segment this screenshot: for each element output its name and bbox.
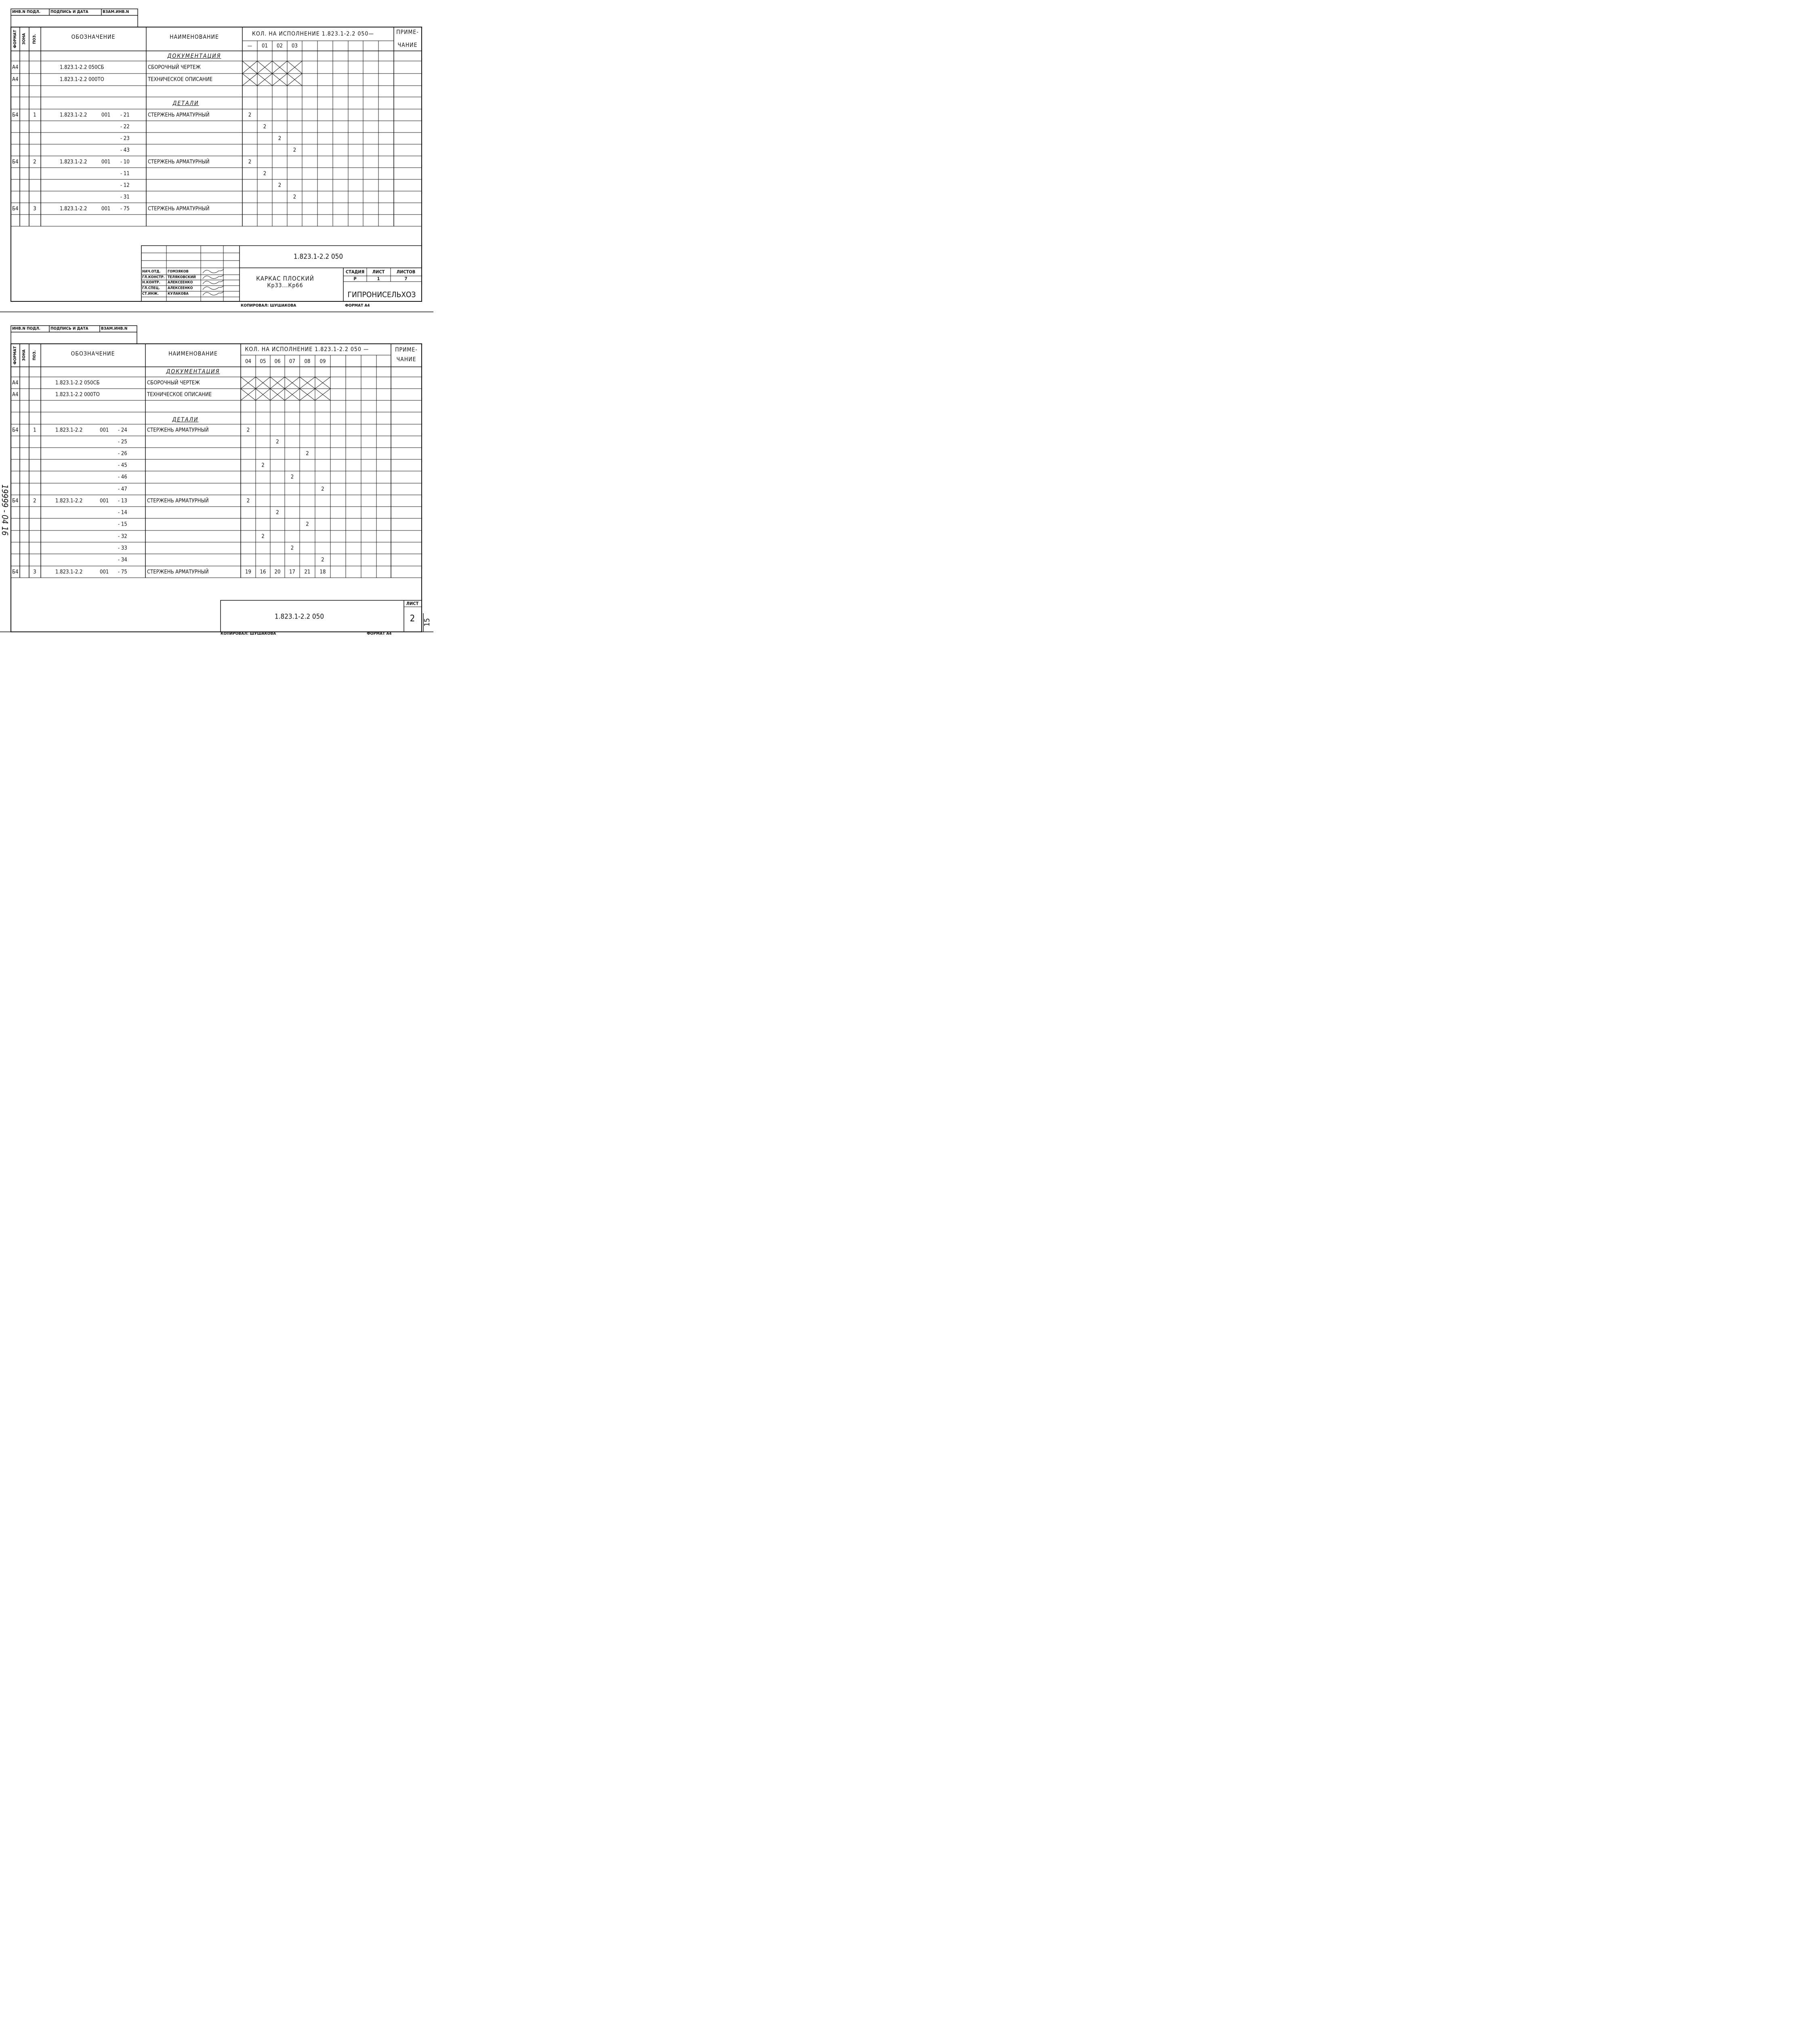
variant-header: 04 — [245, 358, 251, 365]
name-header: НАИМЕНОВАНИЕ — [168, 351, 218, 357]
signature-scribble — [203, 275, 224, 279]
note-header: ЧАНИЕ — [397, 42, 418, 48]
person-name: АЛЕКСЕЕНКО — [168, 280, 193, 285]
archive-number: 19999 - 04 16 — [0, 484, 10, 536]
part-position: 2 — [33, 159, 36, 165]
part-suffix: - 26 — [118, 450, 127, 457]
person-name: АЛЕКСЕЕНКО — [168, 286, 193, 290]
section-documentation: ДОКУМЕНТАЦИЯ — [167, 53, 221, 59]
doc-format: А4 — [12, 391, 19, 398]
role-label: ГЛ.КОНСТР. — [142, 275, 165, 280]
part-quantity: 2 — [263, 124, 267, 130]
variant-header: 07 — [289, 358, 295, 365]
role-label: СТ.ИНЖ. — [142, 292, 159, 296]
part-format: Б4 — [12, 112, 19, 118]
copied-by: КОПИРОВАЛ: ШУШАКОВА — [241, 303, 296, 308]
doc-name: ТЕХНИЧЕСКОЕ ОПИСАНИЕ — [147, 391, 212, 398]
stamp-inv-label: ИНВ.N ПОДЛ. — [12, 10, 41, 14]
part-suffix: - 22 — [120, 124, 130, 130]
part-quantity: 2 — [321, 557, 324, 563]
doc-name: СБОРОЧНЫЙ ЧЕРТЕЖ — [147, 380, 200, 386]
sheet-value: 1 — [377, 276, 380, 282]
part-quantity: 2 — [248, 112, 252, 118]
part-quantity: 20 — [274, 569, 281, 575]
part-suffix: - 46 — [118, 474, 127, 480]
stamp-replace-label: ВЗАМ.ИНВ.N — [103, 10, 129, 14]
variant-header: 09 — [319, 358, 326, 365]
section-parts: ДЕТАЛИ — [172, 417, 199, 423]
part-quantity: 2 — [321, 486, 324, 492]
part-doc-number: 001 — [101, 206, 111, 212]
signature-scribble — [203, 269, 224, 273]
part-suffix: - 33 — [118, 545, 127, 551]
part-quantity: 2 — [278, 182, 282, 188]
part-suffix: - 34 — [118, 557, 127, 563]
part-suffix: - 75 — [120, 206, 130, 212]
part-suffix: - 12 — [120, 182, 130, 188]
note-header: ЧАНИЕ — [396, 356, 416, 363]
part-quantity: 2 — [261, 462, 265, 468]
doc-format: А4 — [12, 76, 19, 83]
part-format: Б4 — [12, 569, 19, 575]
part-doc-number: 001 — [100, 569, 109, 575]
part-quantity: 21 — [304, 569, 311, 575]
stamp-inv-label: ИНВ.N ПОДЛ. — [12, 326, 41, 331]
sheets-value: 7 — [404, 276, 408, 282]
stage-label: СТАДИЯ — [345, 269, 365, 275]
part-suffix: - 75 — [118, 569, 127, 575]
position-header: ПОЗ. — [32, 350, 37, 360]
variant-header: 01 — [262, 43, 268, 49]
position-header: ПОЗ. — [32, 34, 37, 44]
part-name: СТЕРЖЕНЬ АРМАТУРНЫЙ — [147, 498, 209, 504]
part-suffix: - 45 — [118, 462, 127, 468]
signature-scribble — [203, 286, 224, 290]
part-format: Б4 — [12, 427, 19, 433]
organization: ГИПРОНИСЕЛЬХОЗ — [347, 290, 416, 299]
part-format: Б4 — [12, 498, 19, 504]
part-doc-number: 001 — [101, 159, 111, 165]
doc-designation: 1.823.1-2.2 000ТО — [60, 76, 104, 83]
part-position: 1 — [33, 427, 36, 433]
sheet2-frame — [11, 344, 422, 632]
part-doc-number: 001 — [101, 112, 111, 118]
part-suffix: - 21 — [120, 112, 130, 118]
part-suffix: - 23 — [120, 135, 130, 141]
part-quantity: 18 — [319, 569, 326, 575]
doc-designation: 1.823.1-2.2 000ТО — [55, 391, 100, 398]
doc-designation: 1.823.1-2.2 050СБ — [60, 64, 104, 70]
product-range: Кр33...Кр66 — [267, 282, 303, 289]
doc-designation: 1.823.1-2.2 050СБ — [55, 380, 100, 386]
part-name: СТЕРЖЕНЬ АРМАТУРНЫЙ — [148, 206, 210, 212]
part-position: 1 — [33, 112, 36, 118]
part-suffix: - 24 — [118, 427, 127, 433]
note-header: ПРИМЕ- — [396, 29, 419, 36]
part-quantity: 2 — [246, 498, 250, 504]
side-page-number: 15 — [423, 618, 431, 627]
part-designation: 1.823.1-2.2 — [60, 159, 87, 165]
sheet-label: ЛИСТ — [372, 269, 385, 275]
qty-header: КОЛ. НА ИСПОЛНЕНИЕ 1.823.1-2.2 050 — — [245, 346, 369, 353]
part-quantity: 2 — [290, 474, 294, 480]
part-suffix: - 32 — [118, 533, 127, 539]
part-doc-number: 001 — [100, 427, 109, 433]
part-designation: 1.823.1-2.2 — [55, 569, 83, 575]
designation-header: ОБОЗНАЧЕНИЕ — [71, 351, 115, 357]
part-quantity: 2 — [306, 521, 309, 528]
part-quantity: 2 — [276, 509, 279, 516]
note-header: ПРИМЕ- — [395, 347, 418, 353]
part-position: 2 — [33, 498, 36, 504]
part-format: Б4 — [12, 159, 19, 165]
part-quantity: 2 — [290, 545, 294, 551]
sheet-label: ЛИСТ — [406, 601, 419, 606]
designation-header: ОБОЗНАЧЕНИЕ — [71, 34, 116, 40]
doc-code: 1.823.1-2.2 050 — [274, 612, 324, 621]
part-name: СТЕРЖЕНЬ АРМАТУРНЫЙ — [148, 159, 210, 165]
doc-format: А4 — [12, 64, 19, 70]
part-quantity: 19 — [245, 569, 251, 575]
signature-scribble — [203, 280, 224, 284]
part-suffix: - 15 — [118, 521, 127, 528]
part-suffix: - 31 — [120, 194, 130, 200]
format-header: ФОРМАТ — [13, 29, 17, 48]
part-designation: 1.823.1-2.2 — [60, 206, 87, 212]
doc-format: А4 — [12, 380, 19, 386]
part-name: СТЕРЖЕНЬ АРМАТУРНЫЙ — [147, 427, 209, 433]
part-suffix: - 13 — [118, 498, 127, 504]
part-name: СТЕРЖЕНЬ АРМАТУРНЫЙ — [147, 569, 209, 575]
doc-name: ТЕХНИЧЕСКОЕ ОПИСАНИЕ — [148, 76, 213, 83]
part-designation: 1.823.1-2.2 — [55, 498, 83, 504]
sheet-value: 2 — [410, 614, 415, 624]
stage-value: Р — [353, 276, 357, 282]
part-quantity: 2 — [246, 427, 250, 433]
part-quantity: 2 — [278, 135, 282, 141]
stamp-sign-label: ПОДПИСЬ И ДАТА — [50, 326, 88, 331]
part-quantity: 16 — [260, 569, 266, 575]
copied-by: КОПИРОВАЛ: ШУШАКОВА — [221, 631, 276, 636]
person-name: ГОМЗЯКОВ — [168, 269, 189, 274]
format-label: ФОРМАТ А4 — [345, 303, 370, 308]
part-suffix: - 25 — [118, 439, 127, 445]
part-suffix: - 10 — [120, 159, 130, 165]
drawing-grid-lines — [0, 0, 433, 636]
role-label: ГЛ.СПЕЦ. — [142, 286, 160, 290]
stamp-replace-label: ВЗАМ.ИНВ.N — [101, 326, 128, 331]
part-suffix: - 14 — [118, 509, 127, 516]
format-label: ФОРМАТ А4 — [367, 631, 392, 636]
person-name: ТЕЛЯКОВСКИЙ — [168, 275, 196, 280]
part-doc-number: 001 — [100, 498, 109, 504]
part-position: 3 — [33, 206, 36, 212]
part-quantity: 2 — [261, 533, 265, 539]
name-header: НАИМЕНОВАНИЕ — [170, 34, 219, 40]
role-label: НАЧ.ОТД. — [142, 269, 161, 274]
variant-header: 03 — [292, 43, 298, 49]
section-documentation: ДОКУМЕНТАЦИЯ — [166, 368, 220, 375]
part-suffix: - 43 — [120, 147, 130, 153]
zone-header: ЗОНА — [22, 33, 26, 45]
variant-header: 05 — [260, 358, 266, 365]
part-designation: 1.823.1-2.2 — [60, 112, 87, 118]
signature-scribble — [203, 291, 224, 295]
variant-header: 08 — [304, 358, 311, 365]
doc-name: СБОРОЧНЫЙ ЧЕРТЕЖ — [148, 64, 201, 70]
section-parts: ДЕТАЛИ — [172, 100, 199, 107]
part-suffix: - 11 — [120, 170, 130, 177]
qty-header: КОЛ. НА ИСПОЛНЕНИЕ 1.823.1-2.2 050— — [252, 31, 374, 37]
part-name: СТЕРЖЕНЬ АРМАТУРНЫЙ — [148, 112, 210, 118]
variant-header: — — [247, 43, 252, 49]
product-name: КАРКАС ПЛОСКИЙ — [256, 275, 314, 282]
part-quantity: 2 — [293, 194, 296, 200]
part-quantity: 2 — [276, 439, 279, 445]
stamp-sign-label: ПОДПИСЬ И ДАТА — [50, 10, 88, 14]
part-quantity: 17 — [289, 569, 295, 575]
format-header: ФОРМАТ — [13, 346, 17, 364]
variant-header: 02 — [277, 43, 283, 49]
part-quantity: 2 — [263, 170, 267, 177]
person-name: КУЛАКОВА — [168, 292, 189, 296]
role-label: Н.КОНТР. — [142, 280, 160, 285]
part-position: 3 — [33, 569, 36, 575]
part-quantity: 2 — [248, 159, 252, 165]
part-suffix: - 47 — [118, 486, 127, 492]
part-format: Б4 — [12, 206, 19, 212]
part-quantity: 2 — [293, 147, 296, 153]
variant-header: 06 — [274, 358, 281, 365]
doc-code: 1.823.1-2.2 050 — [293, 253, 343, 261]
part-designation: 1.823.1-2.2 — [55, 427, 83, 433]
part-quantity: 2 — [306, 450, 309, 457]
zone-header: ЗОНА — [22, 349, 26, 361]
sheets-label: ЛИСТОВ — [396, 269, 416, 275]
